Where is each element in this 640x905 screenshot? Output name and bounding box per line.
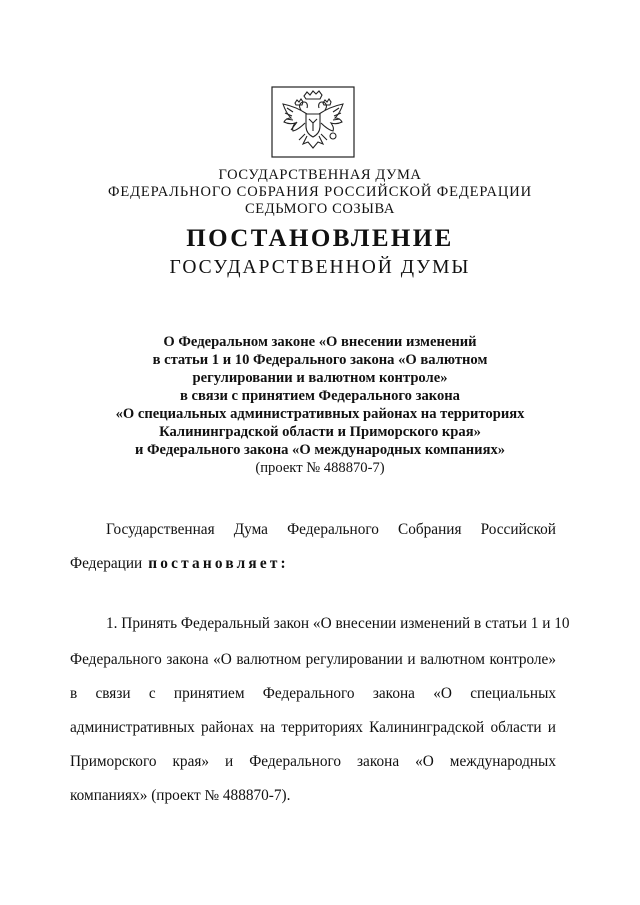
header-line-federal-assembly: ФЕДЕРАЛЬНОГО СОБРАНИЯ РОССИЙСКОЙ ФЕДЕРАЦИИ <box>107 184 533 200</box>
header-line-duma: ГОСУДАРСТВЕННАЯ ДУМА <box>218 167 422 183</box>
coat-of-arms-emblem <box>271 86 355 158</box>
resolves-keyword: постановляет: <box>148 555 289 572</box>
subject-line: регулировании и валютном контроле» <box>192 370 448 386</box>
subject-line: и Федерального закона «О международных компаниях» <box>134 442 506 458</box>
item-1-line: Федерального закона «О валютном регулировании и валютном контроле» <box>70 651 556 668</box>
subject-line: в статьи 1 и 10 Федерального закона «О валютном <box>152 352 488 368</box>
item-1-line: в связи с принятием Федерального закона «О специальных <box>70 685 556 702</box>
preamble-line: Государственная Дума Федерального Собрания Российской <box>106 521 556 538</box>
subject-line: О Федеральном законе «О внесении изменений <box>163 334 477 350</box>
preamble-start: Федерации <box>70 555 143 572</box>
item-1-line: компаниях» (проект № 488870-7). <box>70 787 291 804</box>
subject-line: Калининградской области и Приморского края» <box>159 424 481 440</box>
document-title: ПОСТАНОВЛЕНИЕ <box>186 225 454 252</box>
project-number: (проект № 488870-7) <box>255 460 385 476</box>
item-1-line: 1. Принять Федеральный закон «О внесении изменений в статьи 1 и 10 <box>106 615 570 632</box>
preamble-line <box>70 554 556 574</box>
item-1-line: Приморского края» и Федерального закона «О международных <box>70 753 556 770</box>
header-line-convocation: СЕДЬМОГО СОЗЫВА <box>245 201 395 217</box>
document-subtitle: ГОСУДАРСТВЕННОЙ ДУМЫ <box>169 257 471 278</box>
subject-line: «О специальных административных районах на территориях <box>115 406 525 422</box>
item-1-line: административных районах на территориях Калининградской области и <box>70 719 556 736</box>
subject-line: в связи с принятием Федерального закона <box>180 388 460 404</box>
